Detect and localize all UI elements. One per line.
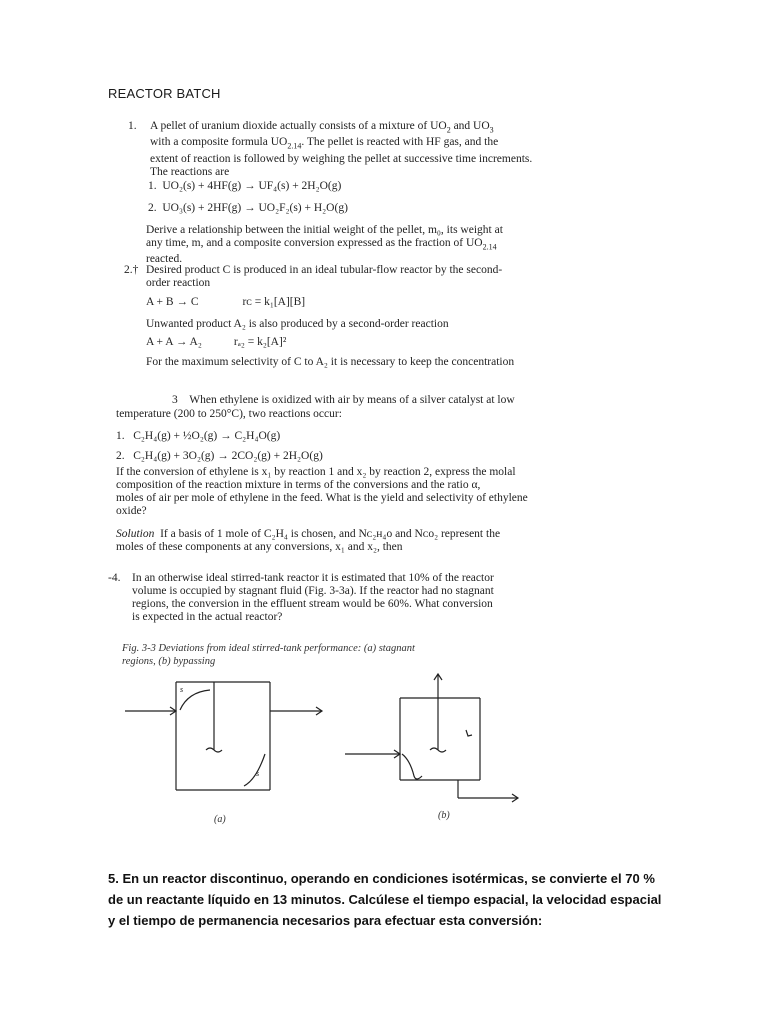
problem-1: [128, 120, 538, 179]
page-title: REACTOR BATCH: [108, 86, 221, 101]
problem-2-line-4: For the maximum selectivity of C to A₂ it is necessary to keep the concentration: [146, 356, 515, 368]
figure-label-a: (a): [214, 814, 226, 825]
problem-4-number: -4.: [108, 572, 121, 584]
problem-1-line-2: with a composite formula $UO_{2.14}$. The pellet is reacted with HF gas, and the: [150, 136, 499, 151]
problem-2-line-3: Unwanted product A₂ is also produced by a second-order reaction: [146, 318, 449, 330]
problem-5: 5. En un reactor discontinuo, operando en condiciones isotérmicas, se convierte el 70 % de un reactante líquido en 13 minutos. Calcúlese el tiempo espacial, la velocidad espacial y el tiempo de permanencia necesarios para efectuar esta conversión:: [108, 871, 662, 928]
reaction-3-2: 2. C₂H₄(g) + 3O₂(g) → 2CO₂(g) + 2H₂O(g): [116, 450, 323, 462]
reaction-1-2: 2. UO₃(s) + 2HF(g) → UO₂F₂(s) + H₂O(g): [148, 202, 348, 214]
figure-caption: Fig. 3-3 Deviations from ideal stirred-tank performance: (a) stagnant regions, (b) bypassing: [122, 643, 415, 667]
reaction-1-1: 1. UO₂(s) + 4HF(g) → UF₄(s) + 2H₂O(g): [148, 180, 342, 192]
stagnant-mark-a: s: [180, 685, 184, 694]
problem-3-line-2: temperature (200 to 250°C), two reactions occur:: [116, 408, 342, 420]
reactor-figure: [110, 672, 550, 832]
problem-1-line-3: extent of reaction is followed by weighing the pellet at successive time increments.: [150, 152, 533, 165]
problem-1-number: 1.: [128, 120, 137, 132]
equation-2-2: A + A → A₂ rₐ₂ = k₂[A]²: [146, 336, 287, 348]
figure-label-b: (b): [438, 810, 450, 821]
reaction-3-1: 1. C₂H₄(g) + ½O₂(g) → C₂H₄O(g): [116, 430, 281, 442]
stagnant-mark-b: s: [256, 769, 260, 778]
problem-2-number: 2.†: [124, 264, 139, 276]
reactor-b: [345, 674, 518, 802]
problem-2: 2.† Desired product C is produced in an ideal tubular-flow reactor by the second- order reaction: [124, 264, 503, 289]
equation-2-1: A + B → C rᴄ = k₁[A][B]: [146, 296, 306, 308]
reactor-a: [125, 682, 322, 790]
problem-4: -4. In an otherwise ideal stirred-tank reactor it is estimated that 10% of the reactor volume is occupied by stagnant fluid (Fig. 3-3a). If the reactor had no stagnant regions, the conversion in the effluent stream would be 60%. What conversion is expected in the actual reactor?: [108, 572, 494, 623]
problem-3-solution: Solution If a basis of 1 mole of C₂H₄ is chosen, and Nᴄ₂ʜ₄ᴏ and Nᴄᴏ₂ represent the moles of these components at any conversions, x₁ and x₂, then: [116, 528, 501, 553]
problem-3-line-1: 3 When ethylene is oxidized with air by means of a silver catalyst at low: [172, 394, 515, 406]
problem-1-derive: Derive a relationship between the initial weight of the pellet, m₀, its weight at any time, m, and a composite conversion expressed as the fraction of $UO_{2.14}$ reacted.: [146, 224, 503, 266]
problem-1-line-4: The reactions are: [150, 165, 230, 178]
problem-3-question: If the conversion of ethylene is x₁ by reaction 1 and x₂ by reaction 2, express the molal composition of the reaction mixture in terms of the conversions and the ratio α, moles of air per mole of ethylene in the feed. What is the yield and selectivity of ethylene oxide?: [116, 466, 528, 517]
problem-1-line-1: A pellet of uranium dioxide actually consists of a mixture of $UO_2$ and $UO_3$: [150, 120, 494, 135]
